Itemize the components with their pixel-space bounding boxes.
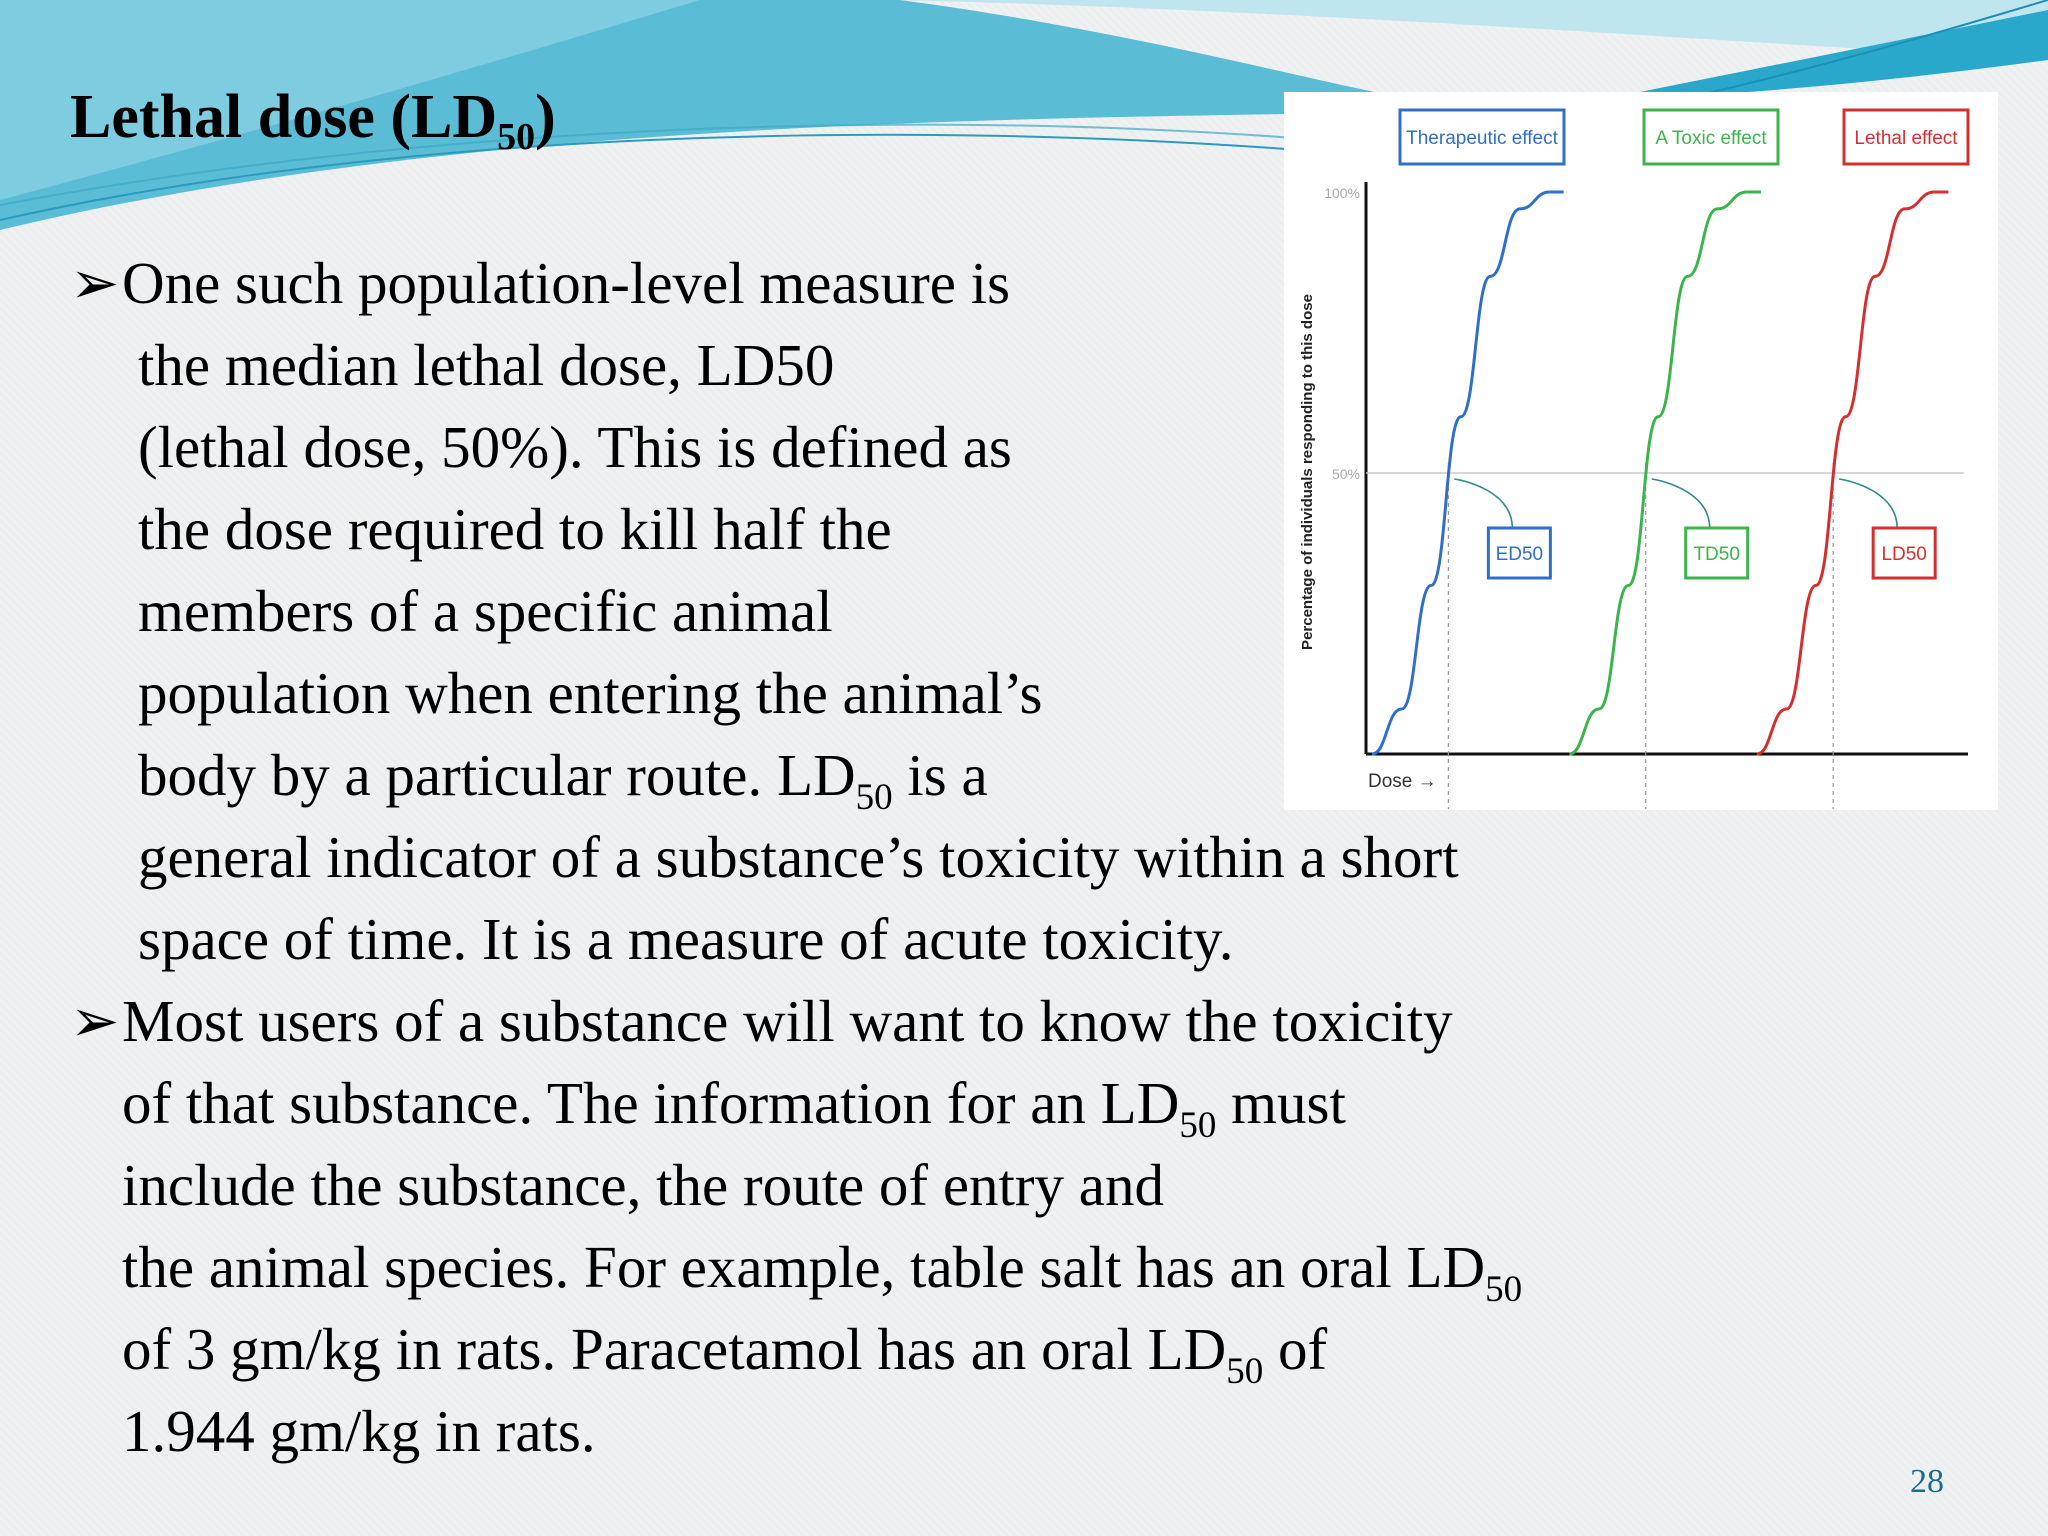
dose-response-chart xyxy=(1284,92,1998,810)
bullet-arrow-icon: ➢ xyxy=(70,988,120,1054)
legend-label: A Toxic effect xyxy=(1655,128,1767,149)
text-line: the median lethal dose, LD50 xyxy=(138,332,835,398)
paragraph-ld50-examples xyxy=(70,980,1522,1472)
text-line: space of time. It is a measure of acute toxicity. xyxy=(138,906,1234,972)
legend-label: Therapeutic effect xyxy=(1406,128,1558,149)
midpoint-label: TD50 xyxy=(1693,544,1740,565)
legend-label: Lethal effect xyxy=(1854,128,1958,149)
midpoint-label: LD50 xyxy=(1881,544,1927,565)
x-axis-label: Dose → xyxy=(1368,771,1437,792)
page-number: 28 xyxy=(1910,1463,1944,1500)
callout-arrow xyxy=(1652,479,1710,528)
text-line: (lethal dose, 50%). This is defined as xyxy=(138,414,1012,480)
bullet-arrow-icon: ➢ xyxy=(70,250,120,316)
y-axis-label: Percentage of individuals responding to this dose xyxy=(1299,294,1316,650)
text-line: ➢One such population-level measure is xyxy=(70,242,1459,324)
text-line: 1.944 gm/kg in rats. xyxy=(122,1398,596,1464)
text-line: of 3 gm/kg in rats. Paracetamol has an oral $LD_{50}$ of xyxy=(122,1316,1328,1392)
dose-response-chart-svg xyxy=(1284,92,1998,810)
midpoint-label: ED50 xyxy=(1495,544,1544,565)
text-line: members of a specific animal xyxy=(138,578,833,644)
text-line: the dose required to kill half the xyxy=(138,496,892,562)
text-line: include the substance, the route of entry and xyxy=(122,1152,1164,1218)
paragraph-ld50-definition xyxy=(70,242,1459,980)
callout-arrow xyxy=(1839,479,1897,528)
title-subscript: 50 xyxy=(497,116,536,158)
callout-arrow xyxy=(1454,479,1512,528)
text-line: ➢Most users of a substance will want to know the toxicity xyxy=(70,980,1522,1062)
text-line: of that substance. The information for an $LD_{50}$ must xyxy=(122,1070,1346,1146)
y-tick-label: 100% xyxy=(1324,185,1360,201)
slide-title: Lethal dose $(LD_{50})$ xyxy=(70,83,556,158)
y-tick-label: 50% xyxy=(1331,466,1360,482)
text-line: the animal species. For example, table salt has an oral $LD_{50}$ xyxy=(122,1234,1523,1310)
text-line: general indicator of a substance’s toxicity within a short xyxy=(138,824,1459,890)
text-line: body by a particular route. $LD_{50}$ is a xyxy=(138,742,988,818)
text-line: population when entering the animal’s xyxy=(138,660,1043,726)
